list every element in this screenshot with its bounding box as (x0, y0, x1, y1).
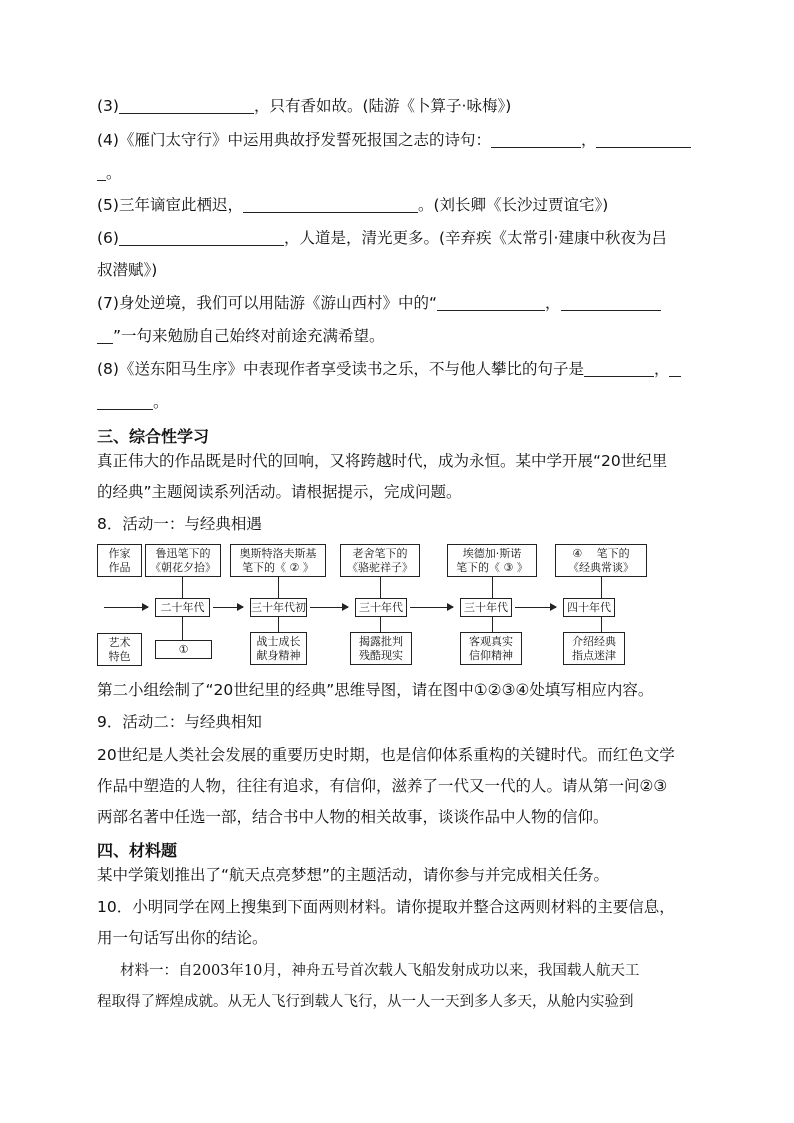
question-10-text: 10．小明同学在网上搜集到下面两则材料。请你提取并整合这两则材料的主要信息， (97, 898, 675, 916)
question-8: (8)《送东阳马生序》中表现作者享受读书之乐，不与他人攀比的句子是 ， (97, 358, 681, 380)
answer-blank[interactable] (561, 293, 661, 311)
question-8-label: 8．活动一：与经典相遇 (97, 515, 262, 533)
question-10-text: 用一句话写出你的结论。 (97, 929, 268, 947)
question-9-text: 作品中塑造的人物，往往有追求，有信仰，滋养了一代又一代的人。请从第一问②③ (97, 777, 668, 795)
question-3: (3) ，只有香如故。(陆游《卜算子·咏梅》) (97, 97, 512, 115)
arrow-icon (104, 607, 148, 608)
work-box: ④ 笔下的 《经典常谈》 (555, 544, 647, 577)
question-8-cont: 。 (97, 391, 169, 413)
answer-blank[interactable] (596, 130, 691, 148)
arrow-icon (515, 607, 556, 608)
section-4-intro: 某中学策划推出了“航天点亮梦想”的主题活动，请你参与并完成相关任务。 (97, 866, 610, 884)
era-box: 三十年代 (460, 598, 512, 617)
question-4: (4)《雁门太守行》中运用典故抒发誓死报国之志的诗句： ， (97, 129, 691, 151)
section-3-title: 三、综合性学习 (97, 427, 210, 446)
section-4-title: 四、材料题 (97, 841, 178, 860)
question-7: (7)身处逆境，我们可以用陆游《游山西村》中的“ ， (97, 292, 661, 314)
era-box: 三十年代 (355, 598, 407, 617)
row-label-author: 作家 作品 (97, 544, 142, 577)
answer-blank[interactable] (437, 293, 545, 311)
arrow-icon (410, 607, 453, 608)
section-3-intro: 真正伟大的作品既是时代的回响，又将跨越时代，成为永恒。某中学开展“20世纪里 (97, 452, 668, 470)
question-6: (6) ，人道是，清光更多。(辛弃疾《太常引·建康中秋夜为吕 (97, 229, 667, 247)
question-9-text: 两部名著中任选一部，结合书中人物的相关故事，谈谈作品中人物的信仰。 (97, 808, 609, 826)
work-box: 老舍笔下的 《骆驼祥子》 (340, 544, 420, 577)
feature-box: 客观真实 信仰精神 (460, 632, 522, 665)
feature-box: 战士成长 献身精神 (250, 632, 307, 665)
question-9-label: 9．活动二：与经典相知 (97, 713, 262, 731)
feature-box: ① (155, 640, 212, 659)
arrow-icon (310, 607, 348, 608)
answer-blank[interactable] (97, 392, 153, 410)
row-label-feature: 艺术 特色 (97, 633, 142, 666)
arrow-icon (213, 607, 243, 608)
material-1-text: 程取得了辉煌成就。从无人飞行到载人飞行，从一人一天到多人多天，从舱内实验到 (97, 994, 634, 1010)
question-8-desc: 第二小组绘制了“20世纪里的经典”思维导图，请在图中①②③④处填写相应内容。 (97, 681, 654, 699)
work-box: 奥斯特洛夫斯基 笔下的《 ② 》 (230, 544, 326, 577)
material-1-text: 材料一：自2003年10月，神舟五号首次载人飞船发射成功以来，我国载人航天工 (120, 963, 640, 979)
work-box: 鲁迅笔下的 《朝花夕拾》 (145, 544, 221, 577)
feature-box: 揭露批判 残酷现实 (350, 632, 412, 665)
question-4-cont: 。 (97, 162, 122, 184)
answer-blank[interactable] (97, 163, 106, 181)
section-3-intro-cont: 的经典”主题阅读系列活动。请根据提示，完成问题。 (97, 483, 462, 501)
question-7-cont: ”一句来勉励自己始终对前途充满希望。 (97, 325, 385, 347)
question-9-text: 20世纪是人类社会发展的重要历史时期，也是信仰体系重构的关键时代。而红色文学 (97, 746, 675, 764)
question-6-cont: 叔潜赋》) (97, 261, 158, 279)
work-box: 埃德加·斯诺 笔下的《 ③ 》 (447, 544, 537, 577)
answer-blank[interactable] (119, 96, 254, 114)
answer-blank[interactable] (491, 130, 581, 148)
feature-box: 介绍经典 指点迷津 (563, 632, 625, 665)
answer-blank[interactable] (669, 359, 681, 377)
answer-blank[interactable] (243, 195, 418, 213)
era-box: 二十年代 (155, 598, 210, 617)
question-5: (5)三年谪宦此栖迟， 。(刘长卿《长沙过贾谊宅》) (97, 196, 609, 214)
era-box: 四十年代 (563, 598, 615, 617)
answer-blank[interactable] (584, 359, 654, 377)
answer-blank[interactable] (97, 326, 113, 344)
era-box: 三十年代初 (250, 598, 307, 617)
answer-blank[interactable] (119, 228, 284, 246)
